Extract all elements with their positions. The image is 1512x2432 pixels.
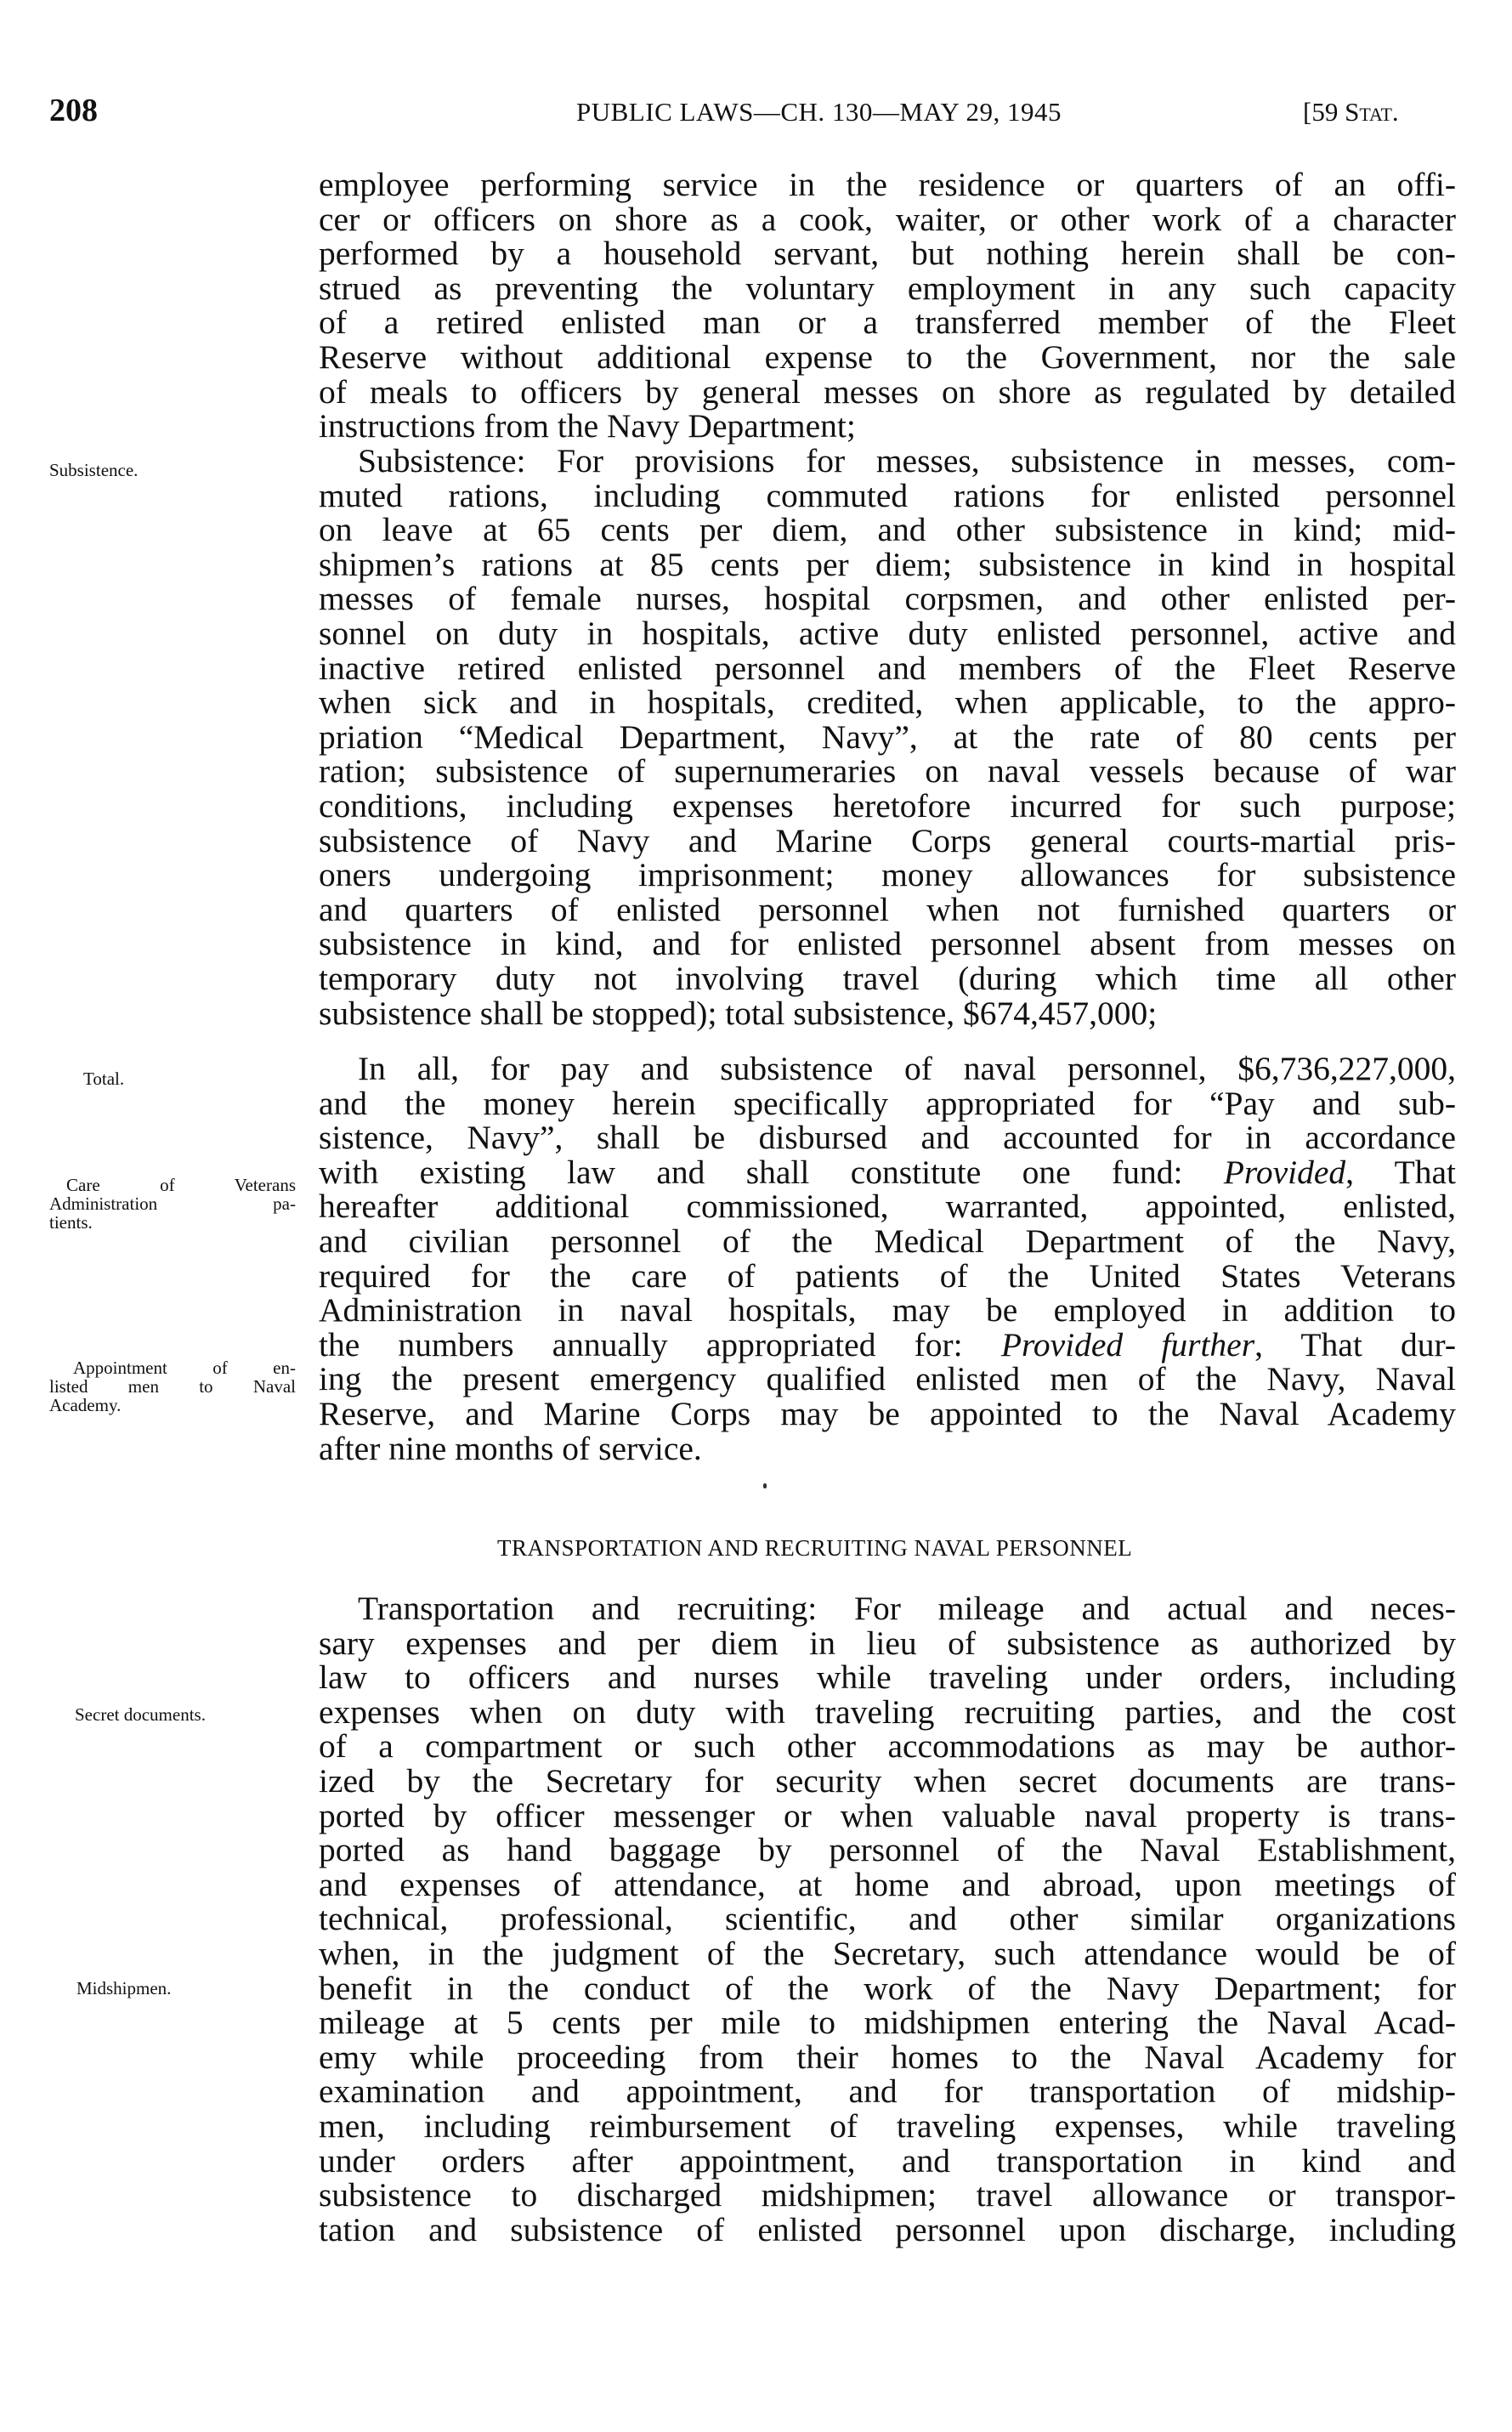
- margin-note-total: Total.: [83, 1069, 125, 1089]
- text-line: ported by officer messenger or when valuable naval property is trans-: [319, 1796, 1456, 1834]
- text-line: sary expenses and per diem in lieu of subsistence as authorized by: [319, 1624, 1456, 1662]
- text-line: subsistence to discharged midshipmen; travel allowance or transpor-: [319, 2176, 1456, 2214]
- text-line: emy while proceeding from their homes to the Naval Academy for: [319, 2038, 1456, 2076]
- running-title: PUBLIC LAWS—CH. 130—MAY 29, 1945: [576, 97, 1062, 127]
- proviso-italic: Provided: [1223, 1153, 1346, 1191]
- text-line: ration; subsistence of supernumeraries on naval vessels because of war: [319, 752, 1456, 791]
- text-line: conditions, including expenses heretofore incurred for such purpose;: [319, 786, 1456, 825]
- text-line: examination and appointment, and for transportation of midship-: [319, 2072, 1456, 2111]
- text-line: on leave at 65 cents per diem, and other subsistence in kind; mid-: [319, 511, 1456, 549]
- text-line: tation and subsistence of enlisted personnel upon discharge, including: [319, 2210, 1456, 2248]
- text-line: when, in the judgment of the Secretary, such attendance would be of: [319, 1934, 1456, 1972]
- text-line: inactive retired enlisted personnel and members of the Fleet Reserve: [319, 649, 1456, 687]
- text-line: and quarters of enlisted personnel when not furnished quarters or: [319, 890, 1456, 928]
- text-line: benefit in the conduct of the work of the Navy Department; for: [319, 1969, 1456, 2007]
- proviso-line: with existing law and shall constitute one fund: Provided, That: [319, 1153, 1457, 1191]
- margin-note-midshipmen: Midshipmen.: [76, 1978, 172, 1998]
- text-line: sonnel on duty in hospitals, active duty enlisted personnel, active and: [319, 614, 1456, 652]
- proviso-further-line: the numbers annually appropriated for: Provided further, That dur-: [319, 1325, 1457, 1363]
- text-line: Subsistence: For provisions for messes, subsistence in messes, com-: [358, 442, 1456, 479]
- text-line: technical, professional, scientific, and other similar organizations: [319, 1900, 1456, 1938]
- text-line: law to officers and nurses while traveling under orders, including: [319, 1658, 1456, 1697]
- text-line: subsistence of Navy and Marine Corps general courts-martial pris-: [319, 821, 1456, 859]
- margin-note-subsistence: Subsistence.: [49, 460, 139, 480]
- text-line: instructions from the Navy Department;: [319, 407, 856, 445]
- text-line: subsistence in kind, and for enlisted personnel absent from messes on: [319, 925, 1456, 963]
- text-line: shipmen’s rations at 85 cents per diem; subsistence in kind in hospital: [319, 545, 1456, 583]
- margin-note-secret-documents: Secret documents.: [75, 1704, 206, 1725]
- paragraph-subsistence: [319, 444, 1456, 1030]
- margin-note-care-of-veterans: Care of Veterans Administration pa- tients.: [49, 1175, 296, 1233]
- paragraph-continuation: [319, 167, 1456, 444]
- margin-note-appointment: Appointment of en- listed men to Naval Academy.: [49, 1358, 296, 1415]
- section-heading: TRANSPORTATION AND RECRUITING NAVAL PERSONNEL: [497, 1535, 1133, 1561]
- paragraph-transportation: [319, 1591, 1456, 2247]
- text-line: priation “Medical Department, Navy”, at the rate of 80 cents per: [319, 717, 1456, 756]
- text-line: strued as preventing the voluntary employment in any such capacity: [319, 269, 1456, 307]
- text-line: employee performing service in the residence or quarters of an offi-: [319, 166, 1456, 203]
- running-header: [49, 92, 1460, 131]
- text-line: muted rations, including commuted rations for enlisted personnel: [319, 476, 1456, 514]
- text-line: cer or officers on shore as a cook, waiter, or other work of a character: [319, 200, 1456, 238]
- text-line: expenses when on duty with traveling recruiting parties, and the cost: [319, 1692, 1456, 1731]
- text-line: ized by the Secretary for security when secret documents are trans-: [319, 1761, 1456, 1800]
- text-line: subsistence shall be stopped); total subsistence, $674,457,000;: [319, 994, 1158, 1032]
- text-line: Reserve without additional expense to the Government, nor the sale: [319, 337, 1456, 376]
- text-line: of a compartment or such other accommodations as may be author-: [319, 1727, 1456, 1766]
- paragraph-total: In all, for pay and subsistence of naval personnel, $6,736,227,000, and the money herein specifically appropriated for “Pay and sub- sistence, Navy”, shall be disbursed and accounted for in accordance with existing law and shall constitute one fund: Provided, That hereafter additional commissioned, warranted, appointed, enlisted, and civilian personnel of the Medical Department of the Navy, required for the care of patients of the United States Veterans Administration in naval hospitals, may be employed in addition to the numbers annually appropriated for: Provided further, That dur- ing the present emergency qualified enlisted men of the Navy, Naval Reserve, and Marine Corps may be appointed to the Naval Academy after nine months of service.: [319, 1050, 1457, 1467]
- statute-reference: [59 Stat.: [1303, 97, 1399, 127]
- text-line: temporary duty not involving travel (during which time all other: [319, 959, 1456, 997]
- page-number: 208: [49, 93, 98, 128]
- text-line: of a retired enlisted man or a transferred member of the Fleet: [319, 303, 1456, 342]
- text-line: under orders after appointment, and transportation in kind and: [319, 2141, 1456, 2180]
- text-line: and expenses of attendance, at home and abroad, upon meetings of: [319, 1865, 1456, 1903]
- text-line: mileage at 5 cents per mile to midshipmen entering the Naval Acad-: [319, 2004, 1456, 2042]
- text-line: performed by a household servant, but nothing herein shall be con-: [319, 235, 1456, 273]
- proviso-further-italic: Provided further: [1000, 1325, 1255, 1363]
- text-line: oners undergoing imprisonment; money allowances for subsistence: [319, 856, 1456, 894]
- text-line: messes of female nurses, hospital corpsmen, and other enlisted per-: [319, 580, 1456, 618]
- text-line: of meals to officers by general messes on shore as regulated by detailed: [319, 372, 1456, 411]
- print-speck: [763, 1483, 767, 1488]
- text-line: ported as hand baggage by personnel of the Naval Establishment,: [319, 1831, 1456, 1869]
- text-line: when sick and in hospitals, credited, when applicable, to the appro-: [319, 683, 1456, 722]
- text-line: men, including reimbursement of traveling expenses, while traveling: [319, 2106, 1456, 2145]
- text-line: Transportation and recruiting: For mileage and actual and neces-: [358, 1590, 1456, 1627]
